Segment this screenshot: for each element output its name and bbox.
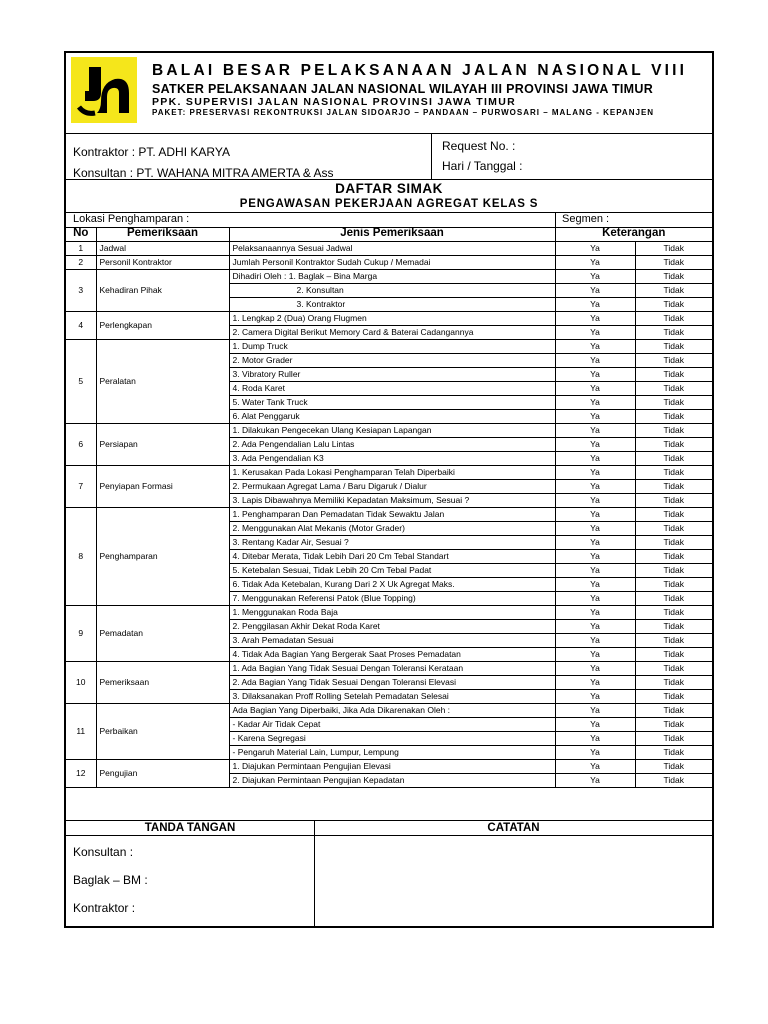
jenis-pemeriksaan-cell: 3. Arah Pemadatan Sesuai bbox=[229, 633, 555, 647]
table-header-row bbox=[66, 227, 712, 241]
pu-logo-icon bbox=[71, 57, 137, 123]
jenis-pemeriksaan-cell: 1. Ada Bagian Yang Tidak Sesuai Dengan Toleransi Kerataan bbox=[229, 661, 555, 675]
option-tidak[interactable]: Tidak bbox=[635, 423, 712, 437]
pemeriksaan-cell: Penghamparan bbox=[96, 507, 229, 605]
pu-logo bbox=[71, 57, 137, 123]
table-row bbox=[66, 703, 712, 717]
row-number: 9 bbox=[66, 605, 96, 661]
document-title bbox=[66, 180, 712, 213]
jenis-pemeriksaan-cell: 5. Ketebalan Sesuai, Tidak Lebih 20 Cm Tebal Padat bbox=[229, 563, 555, 577]
option-tidak[interactable]: Tidak bbox=[635, 381, 712, 395]
title-main: DAFTAR SIMAK bbox=[335, 181, 443, 196]
table-row bbox=[66, 759, 712, 773]
table-row bbox=[66, 423, 712, 437]
option-ya[interactable]: Ya bbox=[555, 773, 635, 787]
option-tidak[interactable]: Tidak bbox=[635, 591, 712, 605]
col-header-no: No bbox=[66, 227, 96, 241]
option-tidak[interactable]: Tidak bbox=[635, 437, 712, 451]
jenis-pemeriksaan-cell: - Karena Segregasi bbox=[229, 731, 555, 745]
option-ya[interactable]: Ya bbox=[555, 269, 635, 283]
option-ya[interactable]: Ya bbox=[555, 423, 635, 437]
option-ya[interactable]: Ya bbox=[555, 633, 635, 647]
option-ya[interactable]: Ya bbox=[555, 381, 635, 395]
row-number: 5 bbox=[66, 339, 96, 423]
option-tidak[interactable]: Tidak bbox=[635, 325, 712, 339]
option-tidak[interactable]: Tidak bbox=[635, 703, 712, 717]
option-ya[interactable]: Ya bbox=[555, 661, 635, 675]
option-tidak[interactable]: Tidak bbox=[635, 647, 712, 661]
jenis-pemeriksaan-cell: 3. Lapis Dibawahnya Memiliki Kepadatan Maksimum, Sesuai ? bbox=[229, 493, 555, 507]
jenis-pemeriksaan-cell: 2. Permukaan Agregat Lama / Baru Digaruk / Dialur bbox=[229, 479, 555, 493]
option-tidak[interactable]: Tidak bbox=[635, 605, 712, 619]
option-ya[interactable]: Ya bbox=[555, 521, 635, 535]
row-number: 7 bbox=[66, 465, 96, 507]
kontraktor-field: Kontraktor : PT. ADHI KARYA bbox=[73, 145, 230, 159]
jenis-pemeriksaan-cell: - Pengaruh Material Lain, Lumpur, Lempung bbox=[229, 745, 555, 759]
option-ya[interactable]: Ya bbox=[555, 549, 635, 563]
option-tidak[interactable]: Tidak bbox=[635, 535, 712, 549]
pemeriksaan-cell: Perlengkapan bbox=[96, 311, 229, 339]
row-number: 4 bbox=[66, 311, 96, 339]
option-ya[interactable]: Ya bbox=[555, 339, 635, 353]
checklist-table bbox=[66, 227, 712, 788]
col-header-jenis: Jenis Pemeriksaan bbox=[229, 227, 555, 241]
jenis-pemeriksaan-cell: 2. Menggunakan Alat Mekanis (Motor Grader) bbox=[229, 521, 555, 535]
option-ya[interactable]: Ya bbox=[555, 395, 635, 409]
option-tidak[interactable]: Tidak bbox=[635, 451, 712, 465]
jenis-pemeriksaan-cell: 2. Konsultan bbox=[229, 283, 555, 297]
jenis-pemeriksaan-cell: 2. Ada Pengendalian Lalu Lintas bbox=[229, 437, 555, 451]
jenis-pemeriksaan-cell: 1. Diajukan Permintaan Pengujian Elevasi bbox=[229, 759, 555, 773]
row-number: 10 bbox=[66, 661, 96, 703]
row-number: 2 bbox=[66, 255, 96, 269]
row-number: 1 bbox=[66, 241, 96, 255]
option-ya[interactable]: Ya bbox=[555, 703, 635, 717]
option-ya[interactable]: Ya bbox=[555, 745, 635, 759]
signature-section bbox=[66, 820, 712, 927]
option-tidak[interactable]: Tidak bbox=[635, 339, 712, 353]
jenis-pemeriksaan-cell: 1. Penghamparan Dan Pemadatan Tidak Sewaktu Jalan bbox=[229, 507, 555, 521]
jenis-pemeriksaan-cell: 6. Tidak Ada Ketebalan, Kurang Dari 2 X Uk Agregat Maks. bbox=[229, 577, 555, 591]
option-ya[interactable]: Ya bbox=[555, 311, 635, 325]
jenis-pemeriksaan-cell: 3. Dilaksanakan Proff Rolling Setelah Pemadatan Selesai bbox=[229, 689, 555, 703]
option-tidak[interactable]: Tidak bbox=[635, 241, 712, 255]
signature-divider bbox=[314, 821, 315, 927]
jenis-pemeriksaan-cell: Dihadiri Oleh : 1. Baglak – Bina Marga bbox=[229, 269, 555, 283]
option-tidak[interactable]: Tidak bbox=[635, 297, 712, 311]
option-ya[interactable]: Ya bbox=[555, 689, 635, 703]
hari-tanggal-field: Hari / Tanggal : bbox=[442, 159, 523, 173]
sign-konsultan: Konsultan : bbox=[73, 845, 134, 859]
option-tidak[interactable]: Tidak bbox=[635, 311, 712, 325]
option-tidak[interactable]: Tidak bbox=[635, 493, 712, 507]
row-number: 12 bbox=[66, 759, 96, 787]
option-ya[interactable]: Ya bbox=[555, 367, 635, 381]
info-divider bbox=[431, 133, 432, 179]
option-tidak[interactable]: Tidak bbox=[635, 619, 712, 633]
option-tidak[interactable]: Tidak bbox=[635, 689, 712, 703]
option-ya[interactable]: Ya bbox=[555, 717, 635, 731]
request-no-field: Request No. : bbox=[442, 139, 516, 153]
option-ya[interactable]: Ya bbox=[555, 731, 635, 745]
jenis-pemeriksaan-cell: 2. Motor Grader bbox=[229, 353, 555, 367]
jenis-pemeriksaan-cell: 1. Lengkap 2 (Dua) Orang Flugmen bbox=[229, 311, 555, 325]
row-number: 8 bbox=[66, 507, 96, 605]
row-number: 6 bbox=[66, 423, 96, 465]
col-header-pemeriksaan: Pemeriksaan bbox=[96, 227, 229, 241]
jenis-pemeriksaan-cell: 5. Water Tank Truck bbox=[229, 395, 555, 409]
table-row bbox=[66, 311, 712, 325]
option-ya[interactable]: Ya bbox=[555, 241, 635, 255]
option-tidak[interactable]: Tidak bbox=[635, 367, 712, 381]
option-tidak[interactable]: Tidak bbox=[635, 507, 712, 521]
option-ya[interactable]: Ya bbox=[555, 297, 635, 311]
sign-kontraktor: Kontraktor : bbox=[73, 901, 136, 915]
option-tidak[interactable]: Tidak bbox=[635, 759, 712, 773]
lokasi-divider bbox=[555, 212, 556, 227]
option-tidak[interactable]: Tidak bbox=[635, 395, 712, 409]
pemeriksaan-cell: Penyiapan Formasi bbox=[96, 465, 229, 507]
pemeriksaan-cell: Peralatan bbox=[96, 339, 229, 423]
table-row bbox=[66, 255, 712, 269]
option-ya[interactable]: Ya bbox=[555, 591, 635, 605]
row-number: 11 bbox=[66, 703, 96, 759]
option-ya[interactable]: Ya bbox=[555, 493, 635, 507]
option-ya[interactable]: Ya bbox=[555, 283, 635, 297]
segmen-label: Segmen : bbox=[562, 213, 610, 225]
option-ya[interactable]: Ya bbox=[555, 437, 635, 451]
option-ya[interactable]: Ya bbox=[555, 255, 635, 269]
option-tidak[interactable]: Tidak bbox=[635, 675, 712, 689]
contract-info bbox=[66, 133, 712, 180]
table-row bbox=[66, 241, 712, 255]
table-row bbox=[66, 465, 712, 479]
option-tidak[interactable]: Tidak bbox=[635, 409, 712, 423]
table-row bbox=[66, 269, 712, 283]
option-tidak[interactable]: Tidak bbox=[635, 717, 712, 731]
header-line-2: SATKER PELAKSANAAN JALAN NASIONAL WILAYAH III PROVINSI JAWA TIMUR bbox=[152, 82, 654, 96]
option-tidak[interactable]: Tidak bbox=[635, 773, 712, 787]
option-ya[interactable]: Ya bbox=[555, 605, 635, 619]
jenis-pemeriksaan-cell: 1. Kerusakan Pada Lokasi Penghamparan Telah Diperbaiki bbox=[229, 465, 555, 479]
jenis-pemeriksaan-cell: 2. Camera Digital Berikut Memory Card & Baterai Cadangannya bbox=[229, 325, 555, 339]
option-ya[interactable]: Ya bbox=[555, 619, 635, 633]
lokasi-label: Lokasi Penghamparan : bbox=[73, 213, 190, 225]
option-tidak[interactable]: Tidak bbox=[635, 521, 712, 535]
jenis-pemeriksaan-cell: 4. Tidak Ada Bagian Yang Bergerak Saat Proses Pemadatan bbox=[229, 647, 555, 661]
jenis-pemeriksaan-cell: 1. Dump Truck bbox=[229, 339, 555, 353]
pemeriksaan-cell: Jadwal bbox=[96, 241, 229, 255]
jenis-pemeriksaan-cell: 3. Kontraktor bbox=[229, 297, 555, 311]
table-row bbox=[66, 661, 712, 675]
option-ya[interactable]: Ya bbox=[555, 535, 635, 549]
catatan-header: CATATAN bbox=[487, 822, 540, 834]
option-ya[interactable]: Ya bbox=[555, 325, 635, 339]
sign-baglak: Baglak – BM : bbox=[73, 873, 148, 887]
jenis-pemeriksaan-cell: Ada Bagian Yang Diperbaiki, Jika Ada Dikarenakan Oleh : bbox=[229, 703, 555, 717]
pemeriksaan-cell: Personil Kontraktor bbox=[96, 255, 229, 269]
jenis-pemeriksaan-cell: 3. Ada Pengendalian K3 bbox=[229, 451, 555, 465]
option-tidak[interactable]: Tidak bbox=[635, 353, 712, 367]
row-number: 3 bbox=[66, 269, 96, 311]
jenis-pemeriksaan-cell: 4. Ditebar Merata, Tidak Lebih Dari 20 Cm Tebal Standart bbox=[229, 549, 555, 563]
option-tidak[interactable]: Tidak bbox=[635, 479, 712, 493]
pemeriksaan-cell: Kehadiran Pihak bbox=[96, 269, 229, 311]
option-ya[interactable]: Ya bbox=[555, 759, 635, 773]
lokasi-row bbox=[66, 212, 712, 228]
option-ya[interactable]: Ya bbox=[555, 647, 635, 661]
jenis-pemeriksaan-cell: 3. Vibratory Ruller bbox=[229, 367, 555, 381]
jenis-pemeriksaan-cell: 2. Ada Bagian Yang Tidak Sesuai Dengan Toleransi Elevasi bbox=[229, 675, 555, 689]
option-ya[interactable]: Ya bbox=[555, 577, 635, 591]
option-tidak[interactable]: Tidak bbox=[635, 633, 712, 647]
option-tidak[interactable]: Tidak bbox=[635, 563, 712, 577]
option-tidak[interactable]: Tidak bbox=[635, 731, 712, 745]
header-line-1: BALAI BESAR PELAKSANAAN JALAN NASIONAL VIII bbox=[152, 62, 688, 79]
jenis-pemeriksaan-cell: 2. Diajukan Permintaan Pengujian Kepadatan bbox=[229, 773, 555, 787]
table-row bbox=[66, 605, 712, 619]
option-ya[interactable]: Ya bbox=[555, 507, 635, 521]
pemeriksaan-cell: Pemeriksaan bbox=[96, 661, 229, 703]
jenis-pemeriksaan-cell: 6. Alat Penggaruk bbox=[229, 409, 555, 423]
col-header-keterangan: Keterangan bbox=[555, 227, 712, 241]
table-row bbox=[66, 339, 712, 353]
pemeriksaan-cell: Persiapan bbox=[96, 423, 229, 465]
pemeriksaan-cell: Pemadatan bbox=[96, 605, 229, 661]
option-ya[interactable]: Ya bbox=[555, 353, 635, 367]
option-tidak[interactable]: Tidak bbox=[635, 549, 712, 563]
jenis-pemeriksaan-cell: Jumlah Personil Kontraktor Sudah Cukup / Memadai bbox=[229, 255, 555, 269]
jenis-pemeriksaan-cell: 2. Penggilasan Akhir Dekat Roda Karet bbox=[229, 619, 555, 633]
checklist-sheet bbox=[64, 51, 714, 928]
header-line-4: PAKET: PRESERVASI REKONTRUKSI JALAN SIDOARJO – PANDAAN – PURWOSARI – MALANG - KEPANJEN bbox=[152, 108, 655, 117]
option-ya[interactable]: Ya bbox=[555, 563, 635, 577]
option-tidak[interactable]: Tidak bbox=[635, 283, 712, 297]
pemeriksaan-cell: Perbaikan bbox=[96, 703, 229, 759]
option-tidak[interactable]: Tidak bbox=[635, 661, 712, 675]
jenis-pemeriksaan-cell: - Kadar Air Tidak Cepat bbox=[229, 717, 555, 731]
option-tidak[interactable]: Tidak bbox=[635, 269, 712, 283]
konsultan-field: Konsultan : PT. WAHANA MITRA AMERTA & Ass bbox=[73, 166, 334, 180]
option-tidak[interactable]: Tidak bbox=[635, 745, 712, 759]
jenis-pemeriksaan-cell: Pelaksanaannya Sesuai Jadwal bbox=[229, 241, 555, 255]
title-sub: PENGAWASAN PEKERJAAN AGREGAT KELAS S bbox=[239, 198, 539, 210]
document-header bbox=[66, 53, 712, 134]
option-ya[interactable]: Ya bbox=[555, 451, 635, 465]
jenis-pemeriksaan-cell: 4. Roda Karet bbox=[229, 381, 555, 395]
signature-header-divider bbox=[66, 835, 712, 836]
table-row bbox=[66, 507, 712, 521]
pemeriksaan-cell: Pengujian bbox=[96, 759, 229, 787]
header-line-3: PPK. SUPERVISI JALAN NASIONAL PROVINSI JAWA TIMUR bbox=[152, 96, 516, 108]
checklist-body bbox=[66, 241, 712, 787]
jenis-pemeriksaan-cell: 1. Menggunakan Roda Baja bbox=[229, 605, 555, 619]
option-tidak[interactable]: Tidak bbox=[635, 255, 712, 269]
option-ya[interactable]: Ya bbox=[555, 409, 635, 423]
option-ya[interactable]: Ya bbox=[555, 675, 635, 689]
jenis-pemeriksaan-cell: 1. Dilakukan Pengecekan Ulang Kesiapan Lapangan bbox=[229, 423, 555, 437]
jenis-pemeriksaan-cell: 7. Menggunakan Referensi Patok (Blue Topping) bbox=[229, 591, 555, 605]
option-tidak[interactable]: Tidak bbox=[635, 465, 712, 479]
option-tidak[interactable]: Tidak bbox=[635, 577, 712, 591]
option-ya[interactable]: Ya bbox=[555, 465, 635, 479]
option-ya[interactable]: Ya bbox=[555, 479, 635, 493]
tanda-tangan-header: TANDA TANGAN bbox=[144, 822, 236, 834]
jenis-pemeriksaan-cell: 3. Rentang Kadar Air, Sesuai ? bbox=[229, 535, 555, 549]
